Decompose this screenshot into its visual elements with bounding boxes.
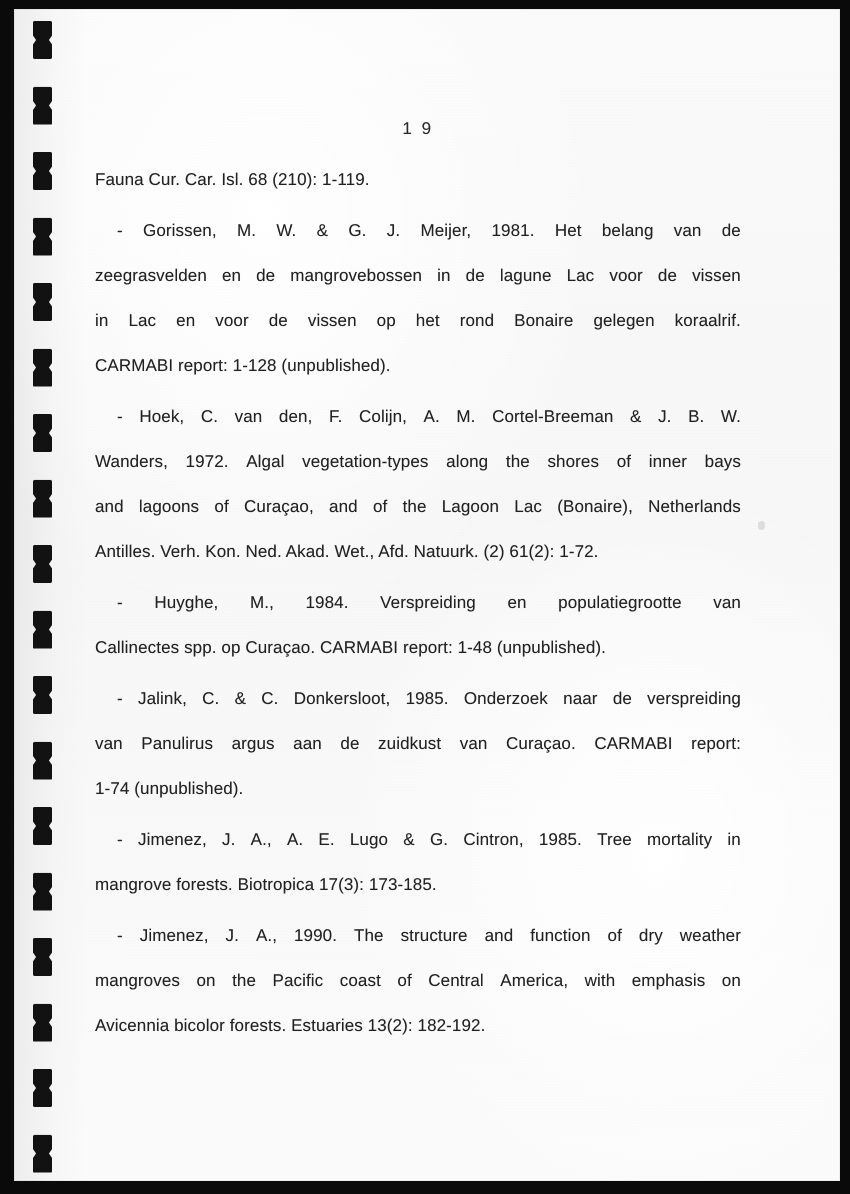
binding-hole xyxy=(33,742,52,780)
reference-word: function xyxy=(530,926,591,945)
reference-line xyxy=(95,484,741,529)
reference-word: of xyxy=(397,971,412,990)
reference-word: Pacific xyxy=(272,971,324,990)
reference-word: de xyxy=(657,266,677,285)
binding-hole xyxy=(33,1069,52,1107)
reference-word: zeegrasvelden xyxy=(95,266,207,285)
reference-word: A. xyxy=(286,830,304,849)
reference-line: Antilles. Verh. Kon. Ned. Akad. Wet., Afd. Natuurk. (2) 61(2): 1-72. xyxy=(95,542,599,561)
reference-word: vissen xyxy=(307,311,357,330)
reference-list xyxy=(95,157,741,1054)
reference-word: M. xyxy=(236,221,257,240)
reference-word: van xyxy=(459,734,488,753)
reference-word: Cortel-Breeman xyxy=(492,407,614,426)
reference-word: de xyxy=(612,689,632,708)
reference-line xyxy=(95,958,741,1003)
reference-word: en xyxy=(176,311,196,330)
reference-word: CARMABI xyxy=(594,734,673,753)
reference-word: van xyxy=(95,734,123,753)
reference-entry xyxy=(95,208,741,388)
reference-word: koraalrif. xyxy=(674,311,741,330)
binding-hole xyxy=(33,545,52,583)
reference-entry xyxy=(95,676,741,811)
reference-line xyxy=(95,208,741,253)
reference-word: Curaçao. xyxy=(506,734,576,753)
reference-word: lagune xyxy=(499,266,552,285)
reference-line xyxy=(95,298,741,343)
reference-word: en xyxy=(221,266,242,285)
reference-word: voor xyxy=(215,311,249,330)
reference-word: J. xyxy=(222,830,236,849)
reference-word: bays xyxy=(704,452,741,471)
reference-word: W. xyxy=(720,407,741,426)
reference-word: of xyxy=(372,497,388,516)
reference-word: coast xyxy=(339,971,381,990)
reference-word: Lac xyxy=(566,266,595,285)
reference-word: 1981. xyxy=(491,221,535,240)
reference-word: A. xyxy=(423,407,440,426)
reference-word: J. xyxy=(225,926,239,945)
reference-word: in xyxy=(727,830,741,849)
reference-word: report: xyxy=(691,734,741,753)
reference-word: the xyxy=(505,452,530,471)
binding-hole xyxy=(33,807,52,845)
binding-hole xyxy=(33,873,52,911)
reference-word: the xyxy=(232,971,257,990)
reference-word: Hoek, xyxy=(139,407,185,426)
reference-word: voor xyxy=(609,266,643,285)
reference-word: & xyxy=(234,689,247,708)
reference-word: - xyxy=(117,221,123,240)
reference-word: Lagoon xyxy=(441,497,500,516)
binding-hole xyxy=(33,611,52,649)
reference-word: Algal xyxy=(246,452,285,471)
reference-word: inner xyxy=(648,452,688,471)
reference-word: - xyxy=(117,830,123,849)
reference-word: van xyxy=(673,221,702,240)
reference-word: of xyxy=(607,926,622,945)
reference-word: zuidkust xyxy=(378,734,442,753)
reference-word: of xyxy=(214,497,229,516)
binding-hole xyxy=(33,414,52,452)
reference-word: M., xyxy=(249,593,274,612)
reference-word: weather xyxy=(679,926,741,945)
binding-hole xyxy=(33,87,52,125)
reference-word: mangrovebossen xyxy=(290,266,423,285)
reference-word: en xyxy=(507,593,527,612)
reference-word: 1972. xyxy=(185,452,229,471)
reference-word: Onderzoek xyxy=(463,689,548,708)
paper-sheet xyxy=(14,9,840,1181)
reference-word: Jimenez, xyxy=(139,926,209,945)
reference-word: The xyxy=(354,926,384,945)
reference-word: shores xyxy=(547,452,600,471)
reference-word: aan xyxy=(293,734,322,753)
page-number: 1 9 xyxy=(402,119,434,138)
reference-word: & xyxy=(316,221,329,240)
reference-line xyxy=(95,580,741,625)
reference-word: and xyxy=(484,926,514,945)
reference-line xyxy=(95,721,741,766)
reference-word: G. xyxy=(429,830,449,849)
reference-word: argus xyxy=(231,734,275,753)
reference-entry xyxy=(95,394,741,574)
reference-word: (Bonaire), xyxy=(557,497,633,516)
reference-word: Lac xyxy=(128,311,157,330)
reference-word: - xyxy=(117,593,123,612)
reference-word: belang xyxy=(601,221,654,240)
scan-speck xyxy=(758,521,765,530)
reference-word: with xyxy=(584,971,616,990)
reference-entry xyxy=(95,157,741,202)
reference-word: rond xyxy=(459,311,495,330)
reference-word: Colijn, xyxy=(359,407,407,426)
reference-word: Jimenez, xyxy=(137,830,207,849)
reference-line: Fauna Cur. Car. Isl. 68 (210): 1-119. xyxy=(95,170,370,189)
reference-word: E. xyxy=(318,830,335,849)
reference-word: G. xyxy=(348,221,367,240)
reference-word: C. xyxy=(261,689,279,708)
reference-word: and xyxy=(95,497,124,516)
reference-word: Bonaire xyxy=(514,311,574,330)
reference-word: along xyxy=(446,452,489,471)
reference-word: de xyxy=(340,734,360,753)
binding-hole xyxy=(33,218,52,256)
reference-word: de xyxy=(721,221,741,240)
reference-word: the xyxy=(402,497,427,516)
reference-line xyxy=(95,817,741,862)
reference-word: A., xyxy=(255,926,278,945)
reference-word: Donkersloot, xyxy=(293,689,391,708)
binding-hole xyxy=(33,480,52,518)
reference-word: 1985. xyxy=(405,689,449,708)
reference-word: A., xyxy=(250,830,272,849)
reference-word: 1984. xyxy=(305,593,349,612)
reference-line xyxy=(95,439,741,484)
reference-word: Gorissen, xyxy=(143,221,217,240)
reference-word: Cintron, xyxy=(463,830,524,849)
reference-word: in xyxy=(95,311,109,330)
reference-word: J. xyxy=(386,221,401,240)
reference-word: - xyxy=(117,926,123,945)
reference-word: Panulirus xyxy=(141,734,214,753)
reference-word: of xyxy=(616,452,632,471)
reference-word: mangroves xyxy=(95,971,180,990)
reference-word: Central xyxy=(428,971,484,990)
reference-line xyxy=(95,913,741,958)
reference-word: van xyxy=(234,407,263,426)
reference-word: W. xyxy=(276,221,297,240)
reference-word: on xyxy=(721,971,741,990)
reference-word: 1985. xyxy=(538,830,582,849)
reference-word: J. xyxy=(658,407,672,426)
binding-hole xyxy=(33,938,52,976)
reference-line xyxy=(95,676,741,721)
reference-entry xyxy=(95,817,741,907)
reference-word: B. xyxy=(688,407,705,426)
reference-word: verspreiding xyxy=(647,689,741,708)
reference-word: 1990. xyxy=(294,926,338,945)
reference-word: gelegen xyxy=(593,311,655,330)
reference-word: vegetation-types xyxy=(302,452,429,471)
reference-word: on xyxy=(196,971,216,990)
reference-word: lagoons xyxy=(138,497,200,516)
reference-word: de xyxy=(268,311,288,330)
reference-word: naar xyxy=(563,689,598,708)
reference-word: Jalink, xyxy=(138,689,187,708)
binding-hole xyxy=(33,1135,52,1173)
reference-word: Meijer, xyxy=(420,221,472,240)
reference-line xyxy=(95,253,741,298)
reference-line: Callinectes spp. op Curaçao. CARMABI report: 1-48 (unpublished). xyxy=(95,638,606,657)
reference-word: Wanders, xyxy=(95,452,168,471)
binding-hole xyxy=(33,349,52,387)
reference-word: in xyxy=(437,266,451,285)
reference-line xyxy=(95,394,741,439)
reference-word: C. xyxy=(202,689,220,708)
reference-word: dry xyxy=(638,926,663,945)
reference-entry xyxy=(95,580,741,670)
reference-line: 1-74 (unpublished). xyxy=(95,779,244,798)
reference-word: van xyxy=(713,593,741,612)
reference-word: & xyxy=(630,407,642,426)
reference-word: de xyxy=(256,266,276,285)
reference-word: het xyxy=(415,311,440,330)
reference-word: - xyxy=(117,407,123,426)
reference-word: and xyxy=(329,497,358,516)
reference-word: emphasis xyxy=(631,971,706,990)
reference-word: Tree xyxy=(597,830,632,849)
reference-word: populatiegrootte xyxy=(558,593,682,612)
binding-hole xyxy=(33,283,52,321)
reference-word: Lac xyxy=(514,497,543,516)
reference-word: op xyxy=(376,311,396,330)
reference-word: M. xyxy=(456,407,476,426)
reference-word: C. xyxy=(200,407,219,426)
binding-hole xyxy=(33,676,52,714)
binding-hole xyxy=(33,1004,52,1042)
reference-word: Het xyxy=(554,221,582,240)
reference-word: & xyxy=(403,830,415,849)
reference-word: den, xyxy=(278,407,313,426)
reference-line: Avicennia bicolor forests. Estuaries 13(2): 182-192. xyxy=(95,1016,486,1035)
reference-word: Curaçao, xyxy=(244,497,314,516)
reference-word: F. xyxy=(329,407,343,426)
binding-hole xyxy=(33,21,52,59)
reference-word: - xyxy=(117,689,123,708)
reference-line: mangrove forests. Biotropica 17(3): 173-185. xyxy=(95,875,437,894)
reference-line: CARMABI report: 1-128 (unpublished). xyxy=(95,356,391,375)
binding-hole xyxy=(33,152,52,190)
reference-word: structure xyxy=(400,926,468,945)
reference-word: Huyghe, xyxy=(154,593,219,612)
binding-hole-strip xyxy=(14,9,84,1181)
reference-word: de xyxy=(465,266,485,285)
reference-word: Netherlands xyxy=(648,497,741,516)
reference-entry xyxy=(95,913,741,1048)
reference-word: mortality xyxy=(647,830,713,849)
reference-word: Verspreiding xyxy=(380,593,476,612)
reference-word: vissen xyxy=(692,266,741,285)
reference-word: Lugo xyxy=(349,830,389,849)
reference-word: America, xyxy=(500,971,569,990)
